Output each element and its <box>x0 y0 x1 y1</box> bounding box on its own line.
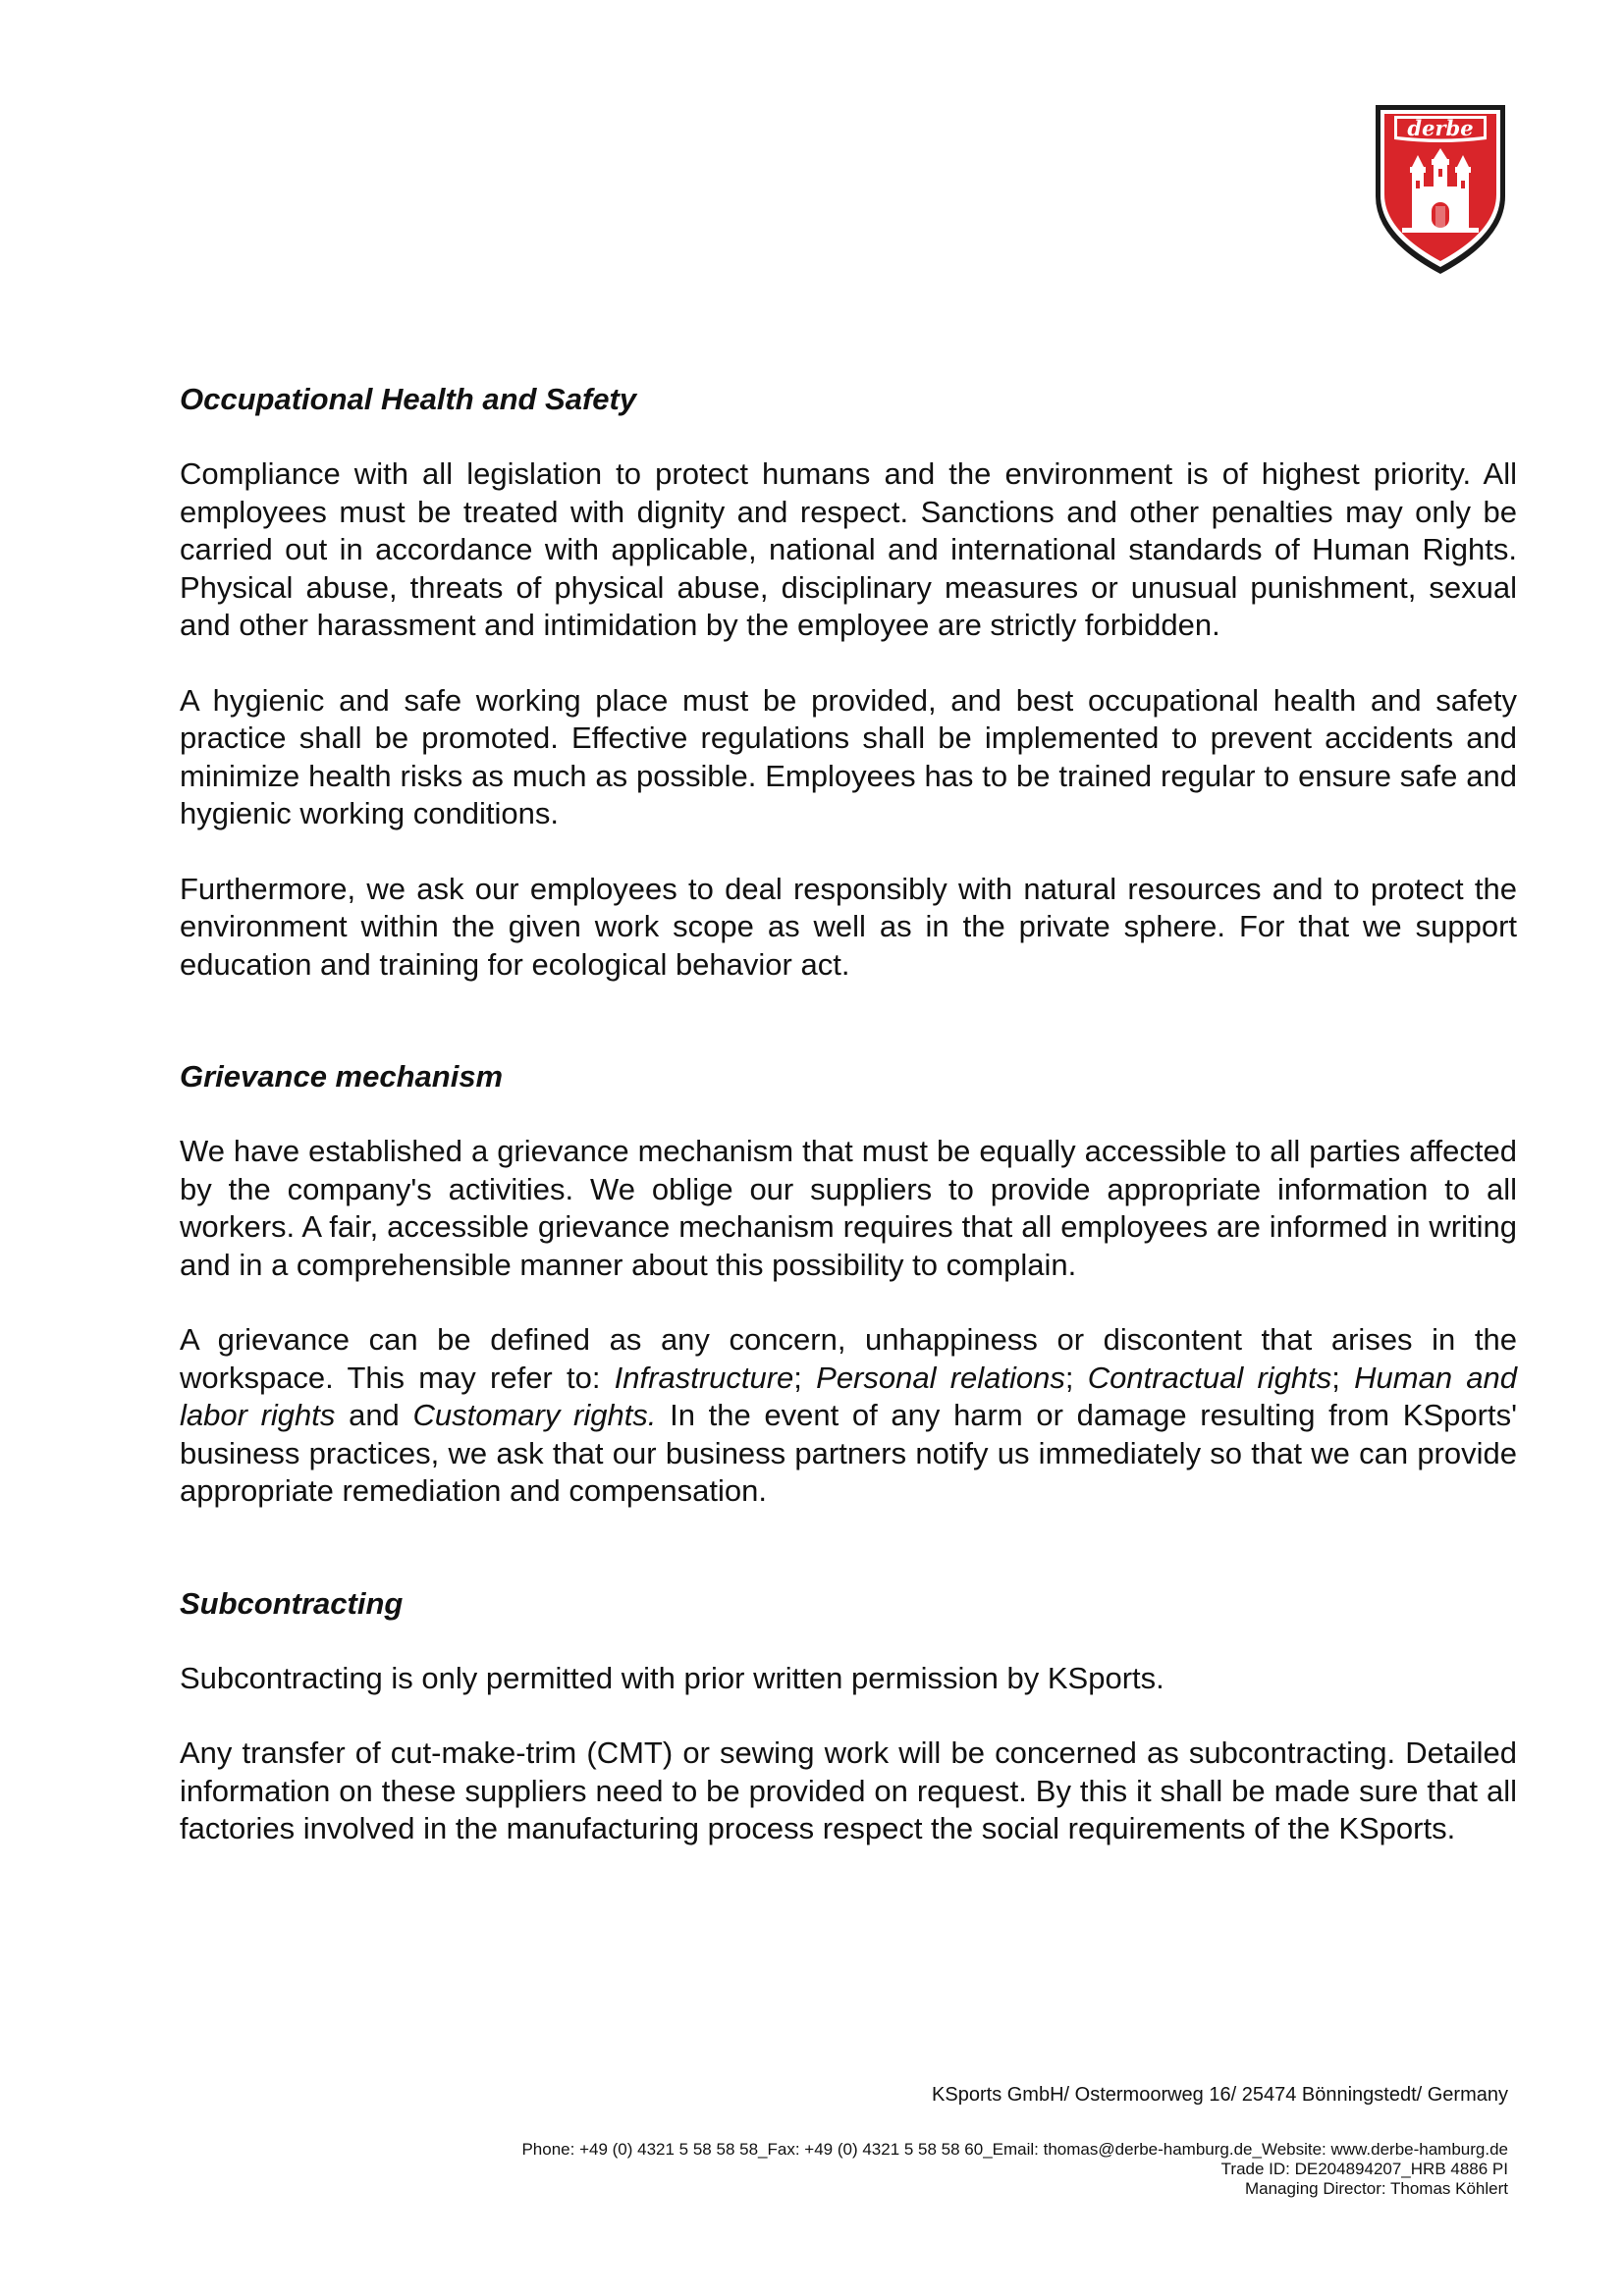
grievance-item: Customary rights. <box>412 1398 657 1432</box>
section-subcontracting <box>180 1585 1517 1848</box>
grievance-item: Contractual rights <box>1087 1360 1332 1395</box>
trade-id: Trade ID: DE204894207_HRB 4886 PI <box>1220 2160 1508 2178</box>
section-title: Subcontracting <box>180 1585 404 1621</box>
paragraph: We have established a grievance mechanism that must be equally accessible to all parties affected by the company's activities. We oblige our suppliers to provide appropriate information to all workers. A fair, accessible grievance mechanism requires that all employees are informed in writing and in a comprehensible manner about this possibility to complain. <box>180 1134 1517 1282</box>
section-grievance-mechanism <box>180 1058 1517 1511</box>
section-title: Occupational Health and Safety <box>180 382 637 416</box>
section-title: Grievance mechanism <box>180 1059 504 1094</box>
paragraph <box>180 1321 1517 1511</box>
paragraph: A hygienic and safe working place must be provided, and best occupational health and safety practice shall be promoted. Effective regulations shall be implemented to prevent accidents and minimize health risks as much as possible. Employees has to be trained regular to ensure safe and hygienic working conditions. <box>180 682 1517 830</box>
paragraph: Subcontracting is only permitted with prior written permission by KSports. <box>180 1660 1164 1695</box>
logo-text: derbe <box>1407 116 1474 140</box>
company-address: KSports GmbH/ Ostermoorweg 16/ 25474 Bönningstedt/ Germany <box>932 2084 1508 2106</box>
grievance-item: Personal relations <box>816 1360 1065 1395</box>
managing-director: Managing Director: Thomas Köhlert <box>1244 2179 1508 2198</box>
section-occupational-health <box>180 381 1517 984</box>
document-body <box>180 381 1517 1848</box>
footer-contact <box>521 2140 1508 2199</box>
grievance-item: Infrastructure <box>614 1360 794 1395</box>
derbe-logo <box>1373 102 1508 277</box>
paragraph: Compliance with all legislation to protect humans and the environment is of highest priority. All employees must be treated with dignity and respect. Sanctions and other penalties may only be carried out in accordance with applicable, national and international standards of Human Rights. Physical abuse, threats of physical abuse, disciplinary measures or unusual punishment, sexual and other harassment and intimidation by the employee are strictly forbidden. <box>180 456 1517 642</box>
paragraph: Any transfer of cut-make-trim (CMT) or sewing work will be concerned as subcontracting. Detailed information on these suppliers need to be provided on request. By this it shall be made sure that all factories involved in the manufacturing process respect the social requirements of the KSports. <box>180 1735 1517 1845</box>
separator: ; <box>1331 1360 1355 1395</box>
paragraph-tail: In the event of any harm or damage resulting from KSports' business practices, we ask that our business partners notify us immediately so that we can provide appropriate remediation and compensation. <box>180 1398 1517 1508</box>
separator: ; <box>793 1360 817 1395</box>
conjunction: and <box>335 1398 413 1432</box>
contact-line: Phone: +49 (0) 4321 5 58 58 58_Fax: +49 (0) 4321 5 58 58 60_Email: thomas@derbe-hamburg.de_Website: www.derbe-hamburg.de <box>521 2140 1508 2159</box>
hamburg-castle-shield-icon <box>1373 102 1508 277</box>
footer-address <box>932 2083 1508 2107</box>
paragraph: Furthermore, we ask our employees to deal responsibly with natural resources and to protect the environment within the given work scope as well as in the private sphere. For that we support education and training for ecological behavior act. <box>180 871 1517 982</box>
paragraph-lead: A grievance can be defined as any concern, unhappiness or discontent that arises in the workspace. This may refer to: <box>180 1322 1517 1395</box>
grievance-item: Human and labor rights <box>180 1360 1518 1432</box>
separator: ; <box>1064 1360 1088 1395</box>
